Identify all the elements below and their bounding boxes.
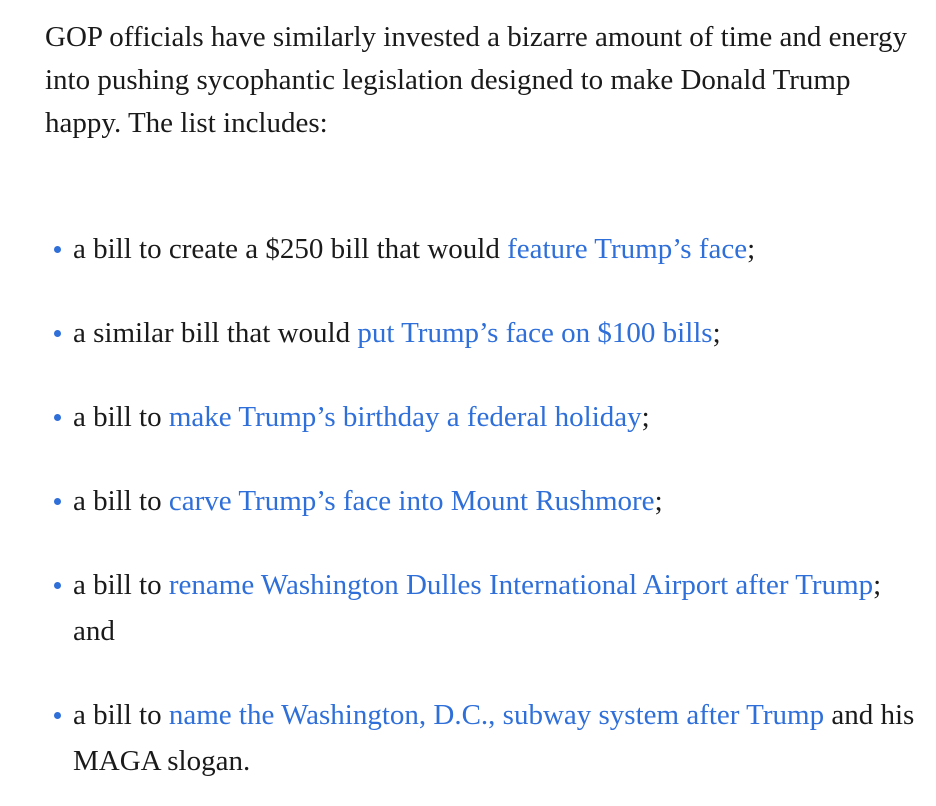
bullet-icon — [54, 246, 61, 253]
list-item-dulles-airport — [45, 562, 915, 654]
bullet-icon — [54, 498, 61, 505]
link-birthday-federal-holiday[interactable]: make Trump’s birthday a federal holiday — [168, 401, 642, 433]
item-suffix: ; — [641, 401, 650, 433]
bullet-icon — [54, 330, 61, 337]
list-item-bill-250 — [45, 226, 915, 272]
article-body — [45, 16, 915, 777]
item-text: a bill to — [73, 699, 169, 731]
list-item-birthday-holiday — [45, 394, 915, 440]
bill-list — [45, 226, 915, 784]
item-suffix: and his MAGA slogan. — [73, 699, 915, 777]
intro-paragraph: GOP officials have similarly invested a bizarre amount of time and energy into pushing sycophantic legislation designed to make Donald Trump happy. The list includes: — [45, 21, 907, 139]
item-text: a bill to create a $250 bill that would — [73, 233, 508, 265]
bullet-icon — [54, 414, 61, 421]
item-text: a bill to — [73, 401, 169, 433]
list-item-dc-subway — [45, 692, 915, 784]
item-suffix: ; — [654, 485, 663, 517]
bullet-icon — [54, 712, 61, 719]
item-suffix: ; and — [73, 569, 882, 647]
link-dc-subway-system[interactable]: name the Washington, D.C., subway system after Trump — [168, 699, 825, 731]
item-suffix: ; — [747, 233, 756, 265]
list-item-mount-rushmore — [45, 478, 915, 524]
list-item-bill-100 — [45, 310, 915, 356]
item-suffix: ; — [712, 317, 721, 349]
item-text: a similar bill that would — [73, 317, 358, 349]
item-text: a bill to — [73, 569, 169, 601]
link-feature-trumps-face[interactable]: feature Trump’s face — [507, 233, 748, 265]
link-mount-rushmore[interactable]: carve Trump’s face into Mount Rushmore — [168, 485, 655, 517]
link-trumps-face-100-bills[interactable]: put Trump’s face on $100 bills — [357, 317, 713, 349]
link-rename-dulles-airport[interactable]: rename Washington Dulles International Airport after Trump — [168, 569, 874, 601]
item-text: a bill to — [73, 485, 169, 517]
bullet-icon — [54, 582, 61, 589]
